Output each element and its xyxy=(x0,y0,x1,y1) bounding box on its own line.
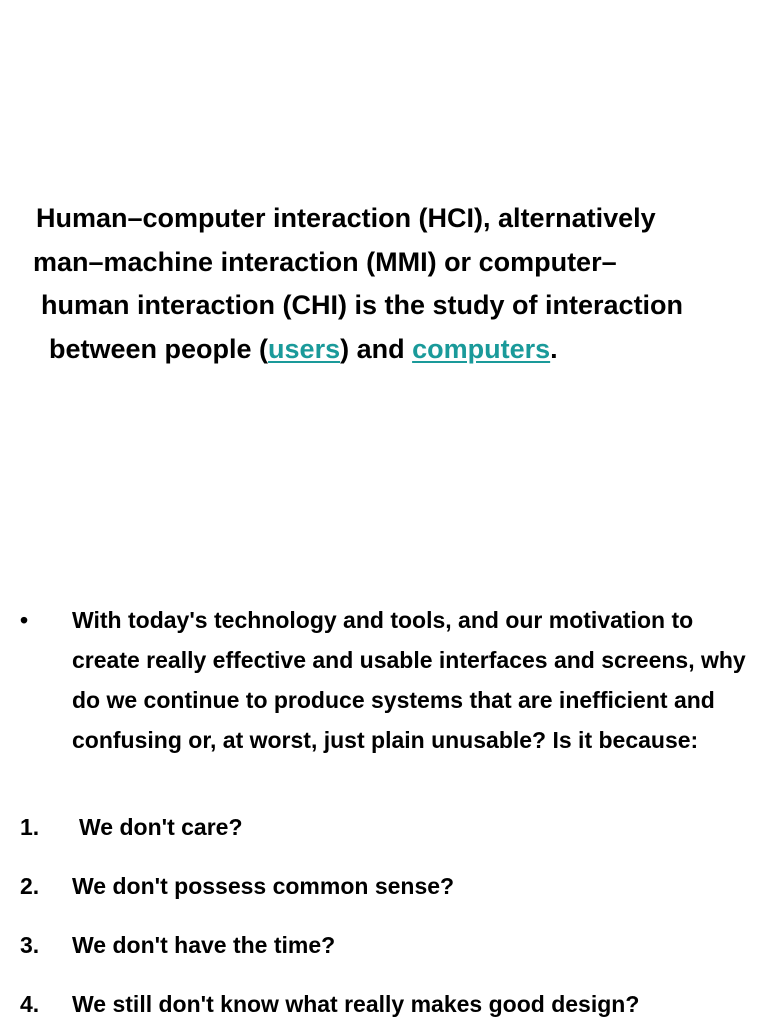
list-item-text: We don't possess common sense? xyxy=(72,873,455,899)
users-link[interactable]: users xyxy=(268,334,341,364)
list-item-text: We still don't know what really makes good design? xyxy=(72,991,640,1017)
bullet-marker: • xyxy=(20,607,29,633)
intro-line-4-middle: ) and xyxy=(340,334,413,364)
intro-line-3: human interaction (CHI) is the study of interaction xyxy=(41,290,684,320)
intro-line-1: Human–computer interaction (HCI), alternatively xyxy=(36,203,656,233)
computers-link[interactable]: computers xyxy=(412,334,551,364)
intro-line-4-suffix: . xyxy=(550,334,558,364)
list-item-text: We don't have the time? xyxy=(72,932,336,958)
bullet-text: With today's technology and tools, and our motivation to create really effective and usable interfaces and screens, why do we continue to produce systems that are inefficient and confusing or, at worst, just plain unusable? Is it because: xyxy=(72,607,746,753)
intro-line-4-prefix: between people ( xyxy=(49,334,269,364)
intro-line-4 xyxy=(49,327,558,371)
list-item-number: 2. xyxy=(20,873,40,899)
intro-line-2: man–machine interaction (MMI) or computer– xyxy=(33,247,617,277)
list-item-number: 4. xyxy=(20,991,40,1017)
list-item-number: 1. xyxy=(20,814,40,840)
list-item-number: 3. xyxy=(20,932,40,958)
list-item-text: We don't care? xyxy=(79,814,243,840)
